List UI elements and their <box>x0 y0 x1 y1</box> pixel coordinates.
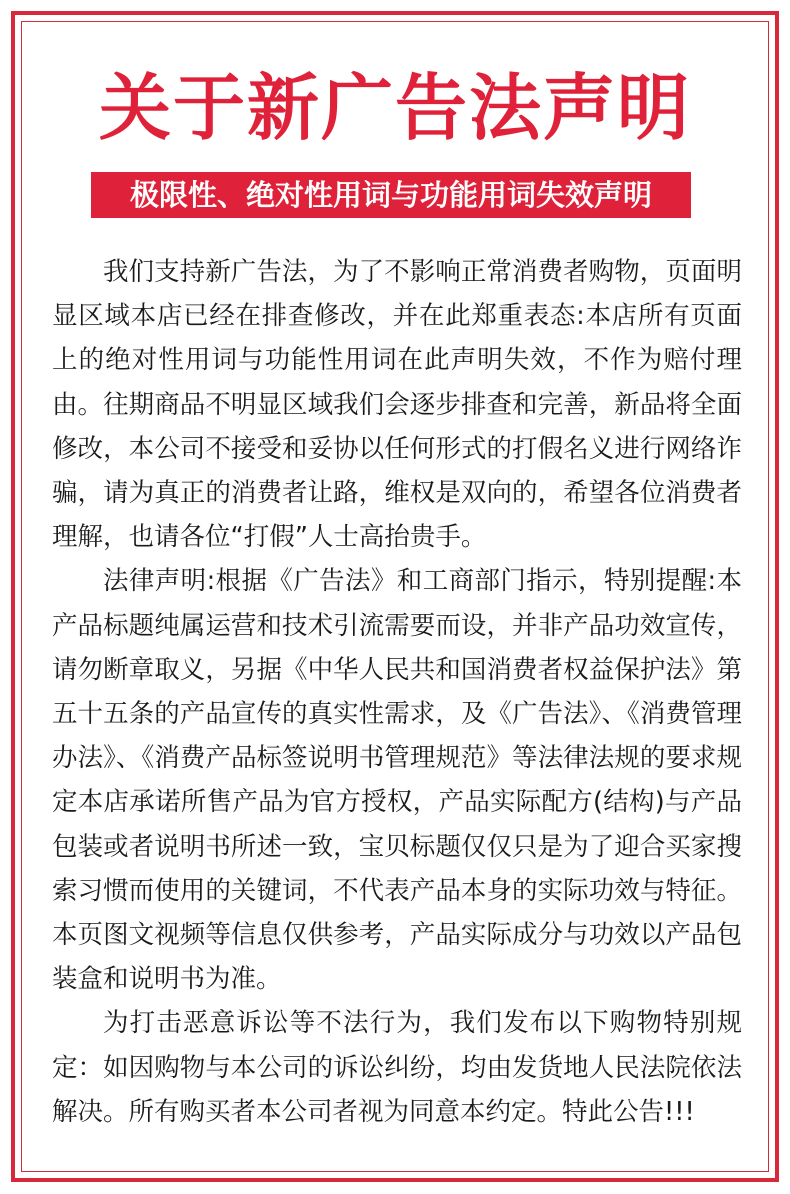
statement-body <box>52 250 742 1134</box>
paragraph-support-statement: 我们支持新广告法，为了不影响正常消费者购物，页面明显区域本店已经在排查修改，并在此郑重表态:本店所有页面上的绝对性用词与功能性用词在此声明失效，不作为赔付理由。往期商品不明显区域我们会逐步排查和完善，新品将全面修改，本公司不接受和妥协以任何形式的打假名义进行网络诈骗，请为真正的消费者让路，维权是双向的，希望各位消费者理解，也请各位“打假”人士高抬贵手。 <box>52 257 742 553</box>
paragraph-legal-statement: 法律声明:根据《广告法》和工商部门指示，特别提醒:本产品标题纯属运营和技术引流需要而设，并非产品功效宣传，请勿断章取义，另据《中华人民共和国消费者权益保护法》第五十五条的产品宣传的真实性需求，及《广告法》、《消费管理办法》、《消费产品标签说明书管理规范》等法律法规的要求规定本店承诺所售产品为官方授权，产品实际配方(结构)与产品包装或者说明书所述一致，宝贝标题仅仅只是为了迎合买家搜索习惯而使用的关键词，不代表产品本身的实际功效与特征。本页图文视频等信息仅供参考，产品实际成分与功效以产品包装盒和说明书为准。 <box>52 566 742 995</box>
paragraph-litigation-rule: 为打击恶意诉讼等不法行为，我们发布以下购物特别规定：如因购物与本公司的诉讼纠纷，均由发货地人民法院依法解决。所有购买者本公司者视为同意本约定。特此公告!!! <box>52 1008 742 1127</box>
page-title: 关于新广告法声明 <box>98 66 691 150</box>
subtitle-banner: 极限性、绝对性用词与功能用词失效声明 <box>91 172 691 218</box>
